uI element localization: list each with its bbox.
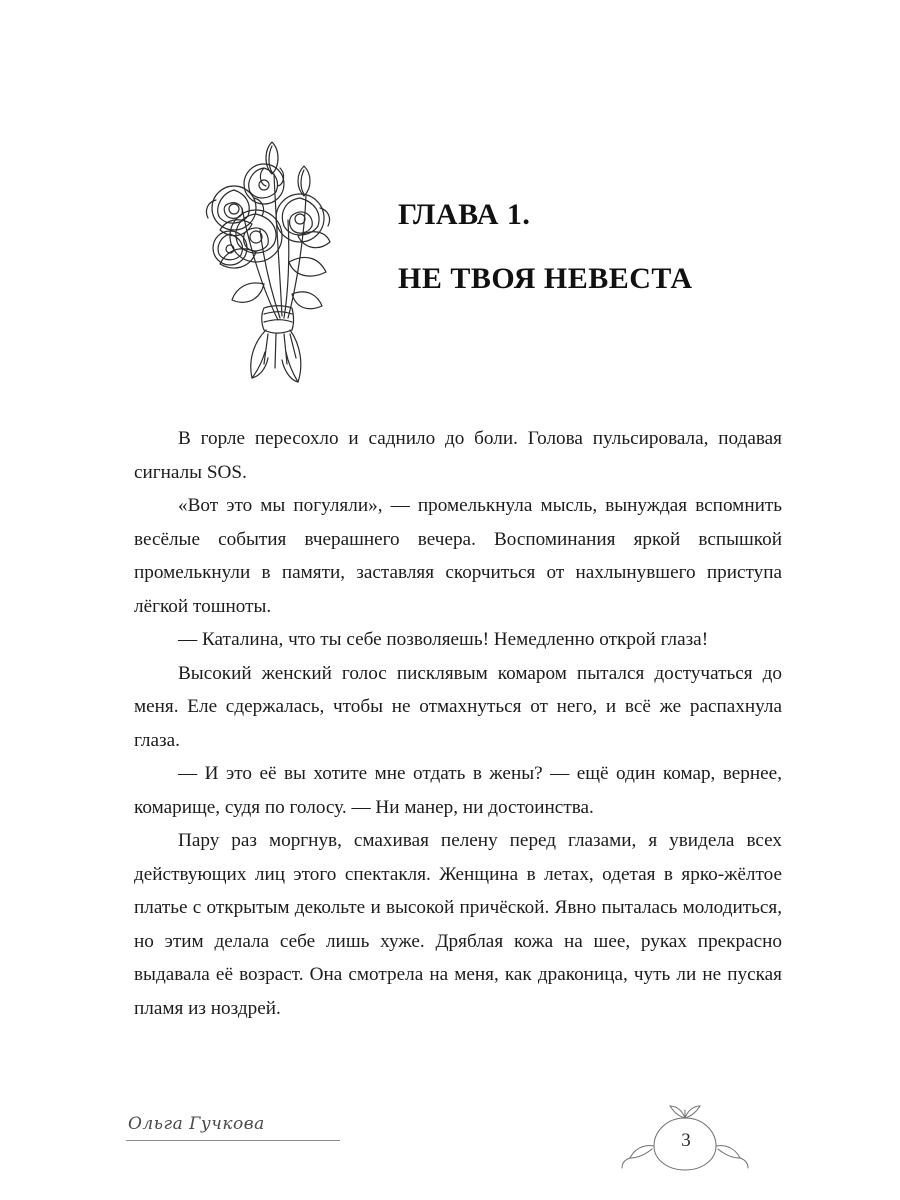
paragraph: В горле пересохло и саднило до боли. Голова пульсировала, подавая сигналы SOS. — [134, 428, 782, 483]
author-signature — [126, 1114, 356, 1148]
chapter-body — [134, 422, 782, 1025]
page-footer — [0, 1090, 900, 1200]
paragraph: Высокий женский голос писклявым комаром пытался достучаться до меня. Еле сдержалась, чтобы не отмахнуться от него, и всё же распахнула глаза. — [134, 662, 782, 751]
paragraph: — Каталина, что ты себе позволяешь! Немедленно открой глаза! — [178, 629, 709, 650]
author-signature-text: Ольга Гучкова — [128, 1114, 265, 1134]
chapter-title — [398, 200, 828, 294]
paragraph: «Вот это мы погуляли», — промелькнула мысль, вынуждая вспомнить весёлые события вчерашнего вечера. Воспоминания яркой вспышкой промелькнули в памяти, заставляя скорчиться от нахлынувшего приступа лёгкой тошноты. — [134, 495, 782, 617]
paragraph: Пару раз моргнув, смахивая пелену перед глазами, я увидела всех действующих лиц этого спектакля. Женщина в летах, одетая в ярко-жёлтое платье с открытым декольте и высокой причёской. Явно пыталась молодиться, но этим делала себе лишь хуже. Дряблая кожа на шее, руках прекрасно выдавала её возраст. Она смотрела на меня, как драконица, чуть ли не пуская пламя из ноздрей. — [134, 830, 782, 1019]
page-number-ornament — [610, 1102, 760, 1174]
signature-rule — [126, 1140, 340, 1141]
rose-bouquet-illustration — [168, 112, 368, 392]
chapter-header — [0, 96, 900, 416]
paragraph: — И это её вы хотите мне отдать в жены? — ещё один комар, вернее, комарище, судя по голосу. — Ни манер, ни достоинства. — [134, 763, 782, 818]
chapter-number: ГЛАВА 1. — [398, 198, 531, 231]
page-number: 3 — [681, 1130, 691, 1151]
chapter-name: НЕ ТВОЯ НЕВЕСТА — [398, 262, 693, 295]
